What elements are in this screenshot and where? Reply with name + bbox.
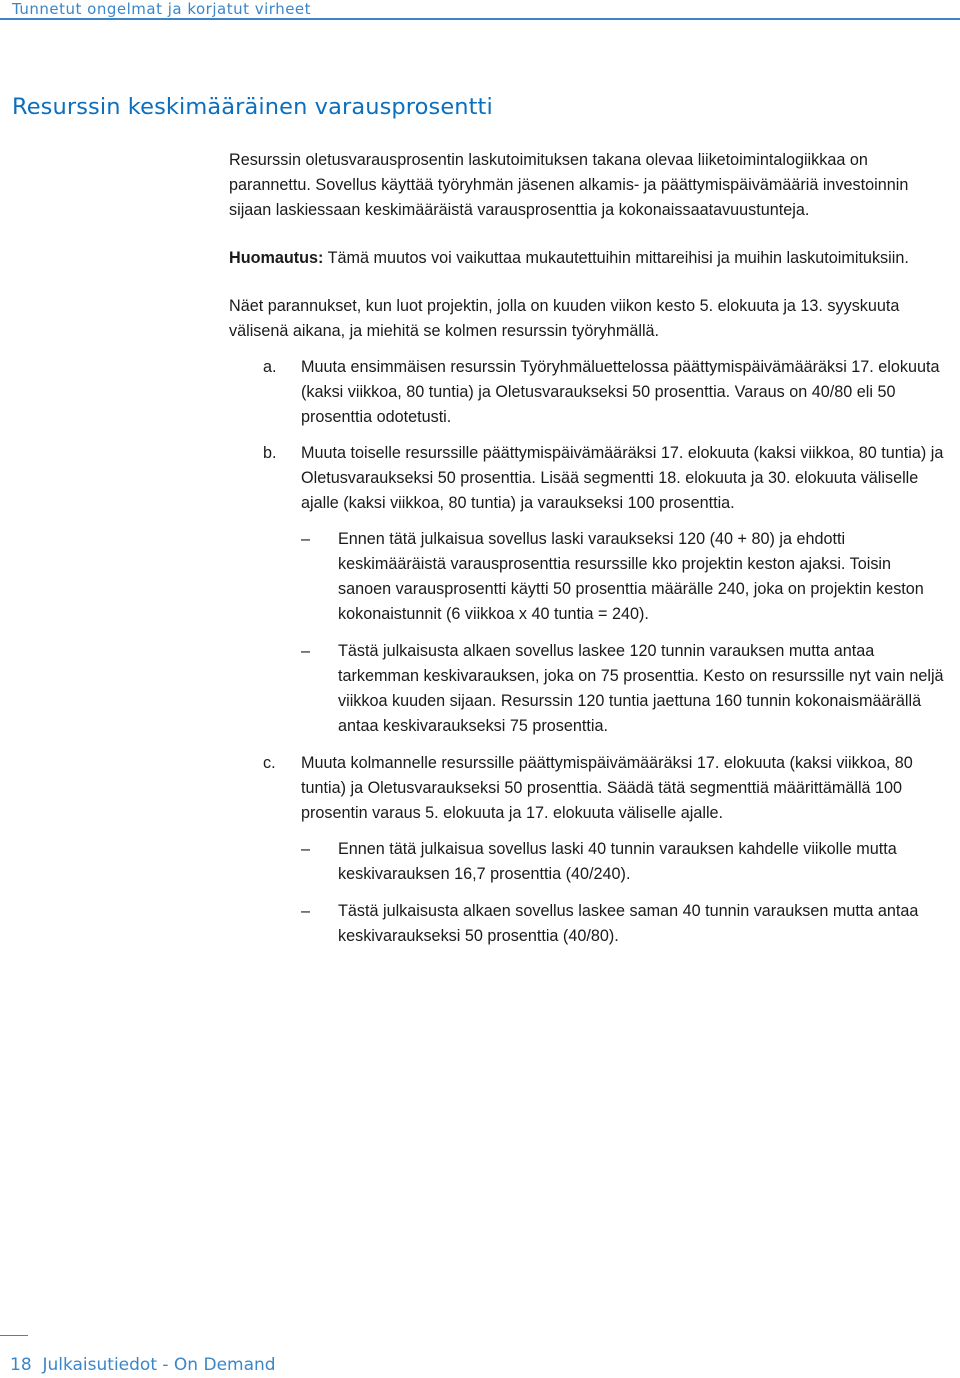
running-header: Tunnetut ongelmat ja korjatut virheet xyxy=(12,0,312,18)
step-text: Muuta ensimmäisen resurssin Työryhmäluettelossa päättymispäivämääräksi 17. elokuuta (kaksi viikkoa, 80 tuntia) ja Oletusvaraukseksi 50 prosenttia. Varaus on 40/80 eli 50 prosenttia odotetusti. xyxy=(301,358,940,426)
step-marker: c. xyxy=(263,754,276,772)
step-b-bullets xyxy=(301,527,945,739)
steps-list xyxy=(229,355,945,949)
dash-bullet-icon: – xyxy=(301,902,311,920)
header-rule xyxy=(0,18,960,20)
bullet-item xyxy=(301,837,945,887)
bullet-text: Ennen tätä julkaisua sovellus laski varaukseksi 120 (40 + 80) ja ehdotti keskimääräistä varausprosenttia resurssille kko projektin keston ajaksi. Toisin sanoen varausprosentti käytti 50 prosenttia määrälle 240, joka on projektin keston kokonaistunnit (6 viikkoa x 40 tuntia = 240). xyxy=(338,530,924,623)
bullet-text: Tästä julkaisusta alkaen sovellus laskee 120 tunnin varauksen mutta antaa tarkemman keskivarauksen, joka on 75 prosenttia. Kesto on resurssille nyt vain neljä viikkoa kuuden sijaan. Resurssin 120 tuntia jaettuna 160 tunnin kokonaismäärällä antaa keskivaraukseksi 75 prosenttia. xyxy=(338,642,944,735)
section-title: Resurssin keskimääräinen varausprosentti xyxy=(12,94,493,120)
content-body xyxy=(229,148,945,961)
dash-bullet-icon: – xyxy=(301,530,311,548)
dash-bullet-icon: – xyxy=(301,840,311,858)
step-c-bullets xyxy=(301,837,945,949)
dash-bullet-icon: – xyxy=(301,642,311,660)
scenario-paragraph: Näet parannukset, kun luot projektin, jolla on kuuden viikon kesto 5. elokuuta ja 13. syyskuuta välisenä aikana, ja miehitä se kolmen resurssin työryhmällä. xyxy=(229,297,900,340)
step-c xyxy=(229,751,945,949)
intro-paragraph: Resurssin oletusvarausprosentin laskutoimituksen takana olevaa liiketoimintalogiikkaa on parannettu. Sovellus käyttää työryhmän jäsenen alkamis- ja päättymispäivämääriä investoinnin sijaan laskiessaan keskimääräistä varausprosenttia ja kokonaissaatavuustunteja. xyxy=(229,151,909,219)
page-footer xyxy=(10,1355,276,1375)
step-marker: a. xyxy=(263,358,277,376)
note-label: Huomautus: xyxy=(229,249,324,267)
note-text: Tämä muutos voi vaikuttaa mukautettuihin mittareihisi ja muihin laskutoimituksiin. xyxy=(323,249,909,267)
note-paragraph xyxy=(229,246,945,271)
publication-title: Julkaisutiedot - On Demand xyxy=(42,1355,276,1375)
step-b xyxy=(229,441,945,739)
bullet-item xyxy=(301,639,945,739)
step-text: Muuta toiselle resurssille päättymispäivämääräksi 17. elokuuta (kaksi viikkoa, 80 tuntia) ja Oletusvaraukseksi 50 prosenttia. Lisää segmentti 18. elokuuta ja 30. elokuuta väliselle ajalle (kaksi viikkoa, 80 tuntia) ja varaukseksi 100 prosenttia. xyxy=(301,444,944,512)
step-a xyxy=(229,355,945,430)
step-text: Muuta kolmannelle resurssille päättymispäivämääräksi 17. elokuuta (kaksi viikkoa, 80 tuntia) ja Oletusvaraukseksi 50 prosenttia. Säädä tätä segmenttiä määrittämällä 100 prosentin varaus 5. elokuuta ja 17. elokuuta väliselle ajalle. xyxy=(301,754,913,822)
bullet-item xyxy=(301,899,945,949)
bullet-text: Ennen tätä julkaisua sovellus laski 40 tunnin varauksen kahdelle viikolle mutta keskivarauksen 16,7 prosenttia (40/240). xyxy=(338,840,897,883)
bullet-text: Tästä julkaisusta alkaen sovellus laskee saman 40 tunnin varauksen mutta antaa keskivaraukseksi 50 prosenttia (40/80). xyxy=(338,902,919,945)
step-marker: b. xyxy=(263,444,277,462)
page-number: 18 xyxy=(10,1355,32,1375)
footer-rule xyxy=(0,1335,28,1336)
bullet-item xyxy=(301,527,945,627)
